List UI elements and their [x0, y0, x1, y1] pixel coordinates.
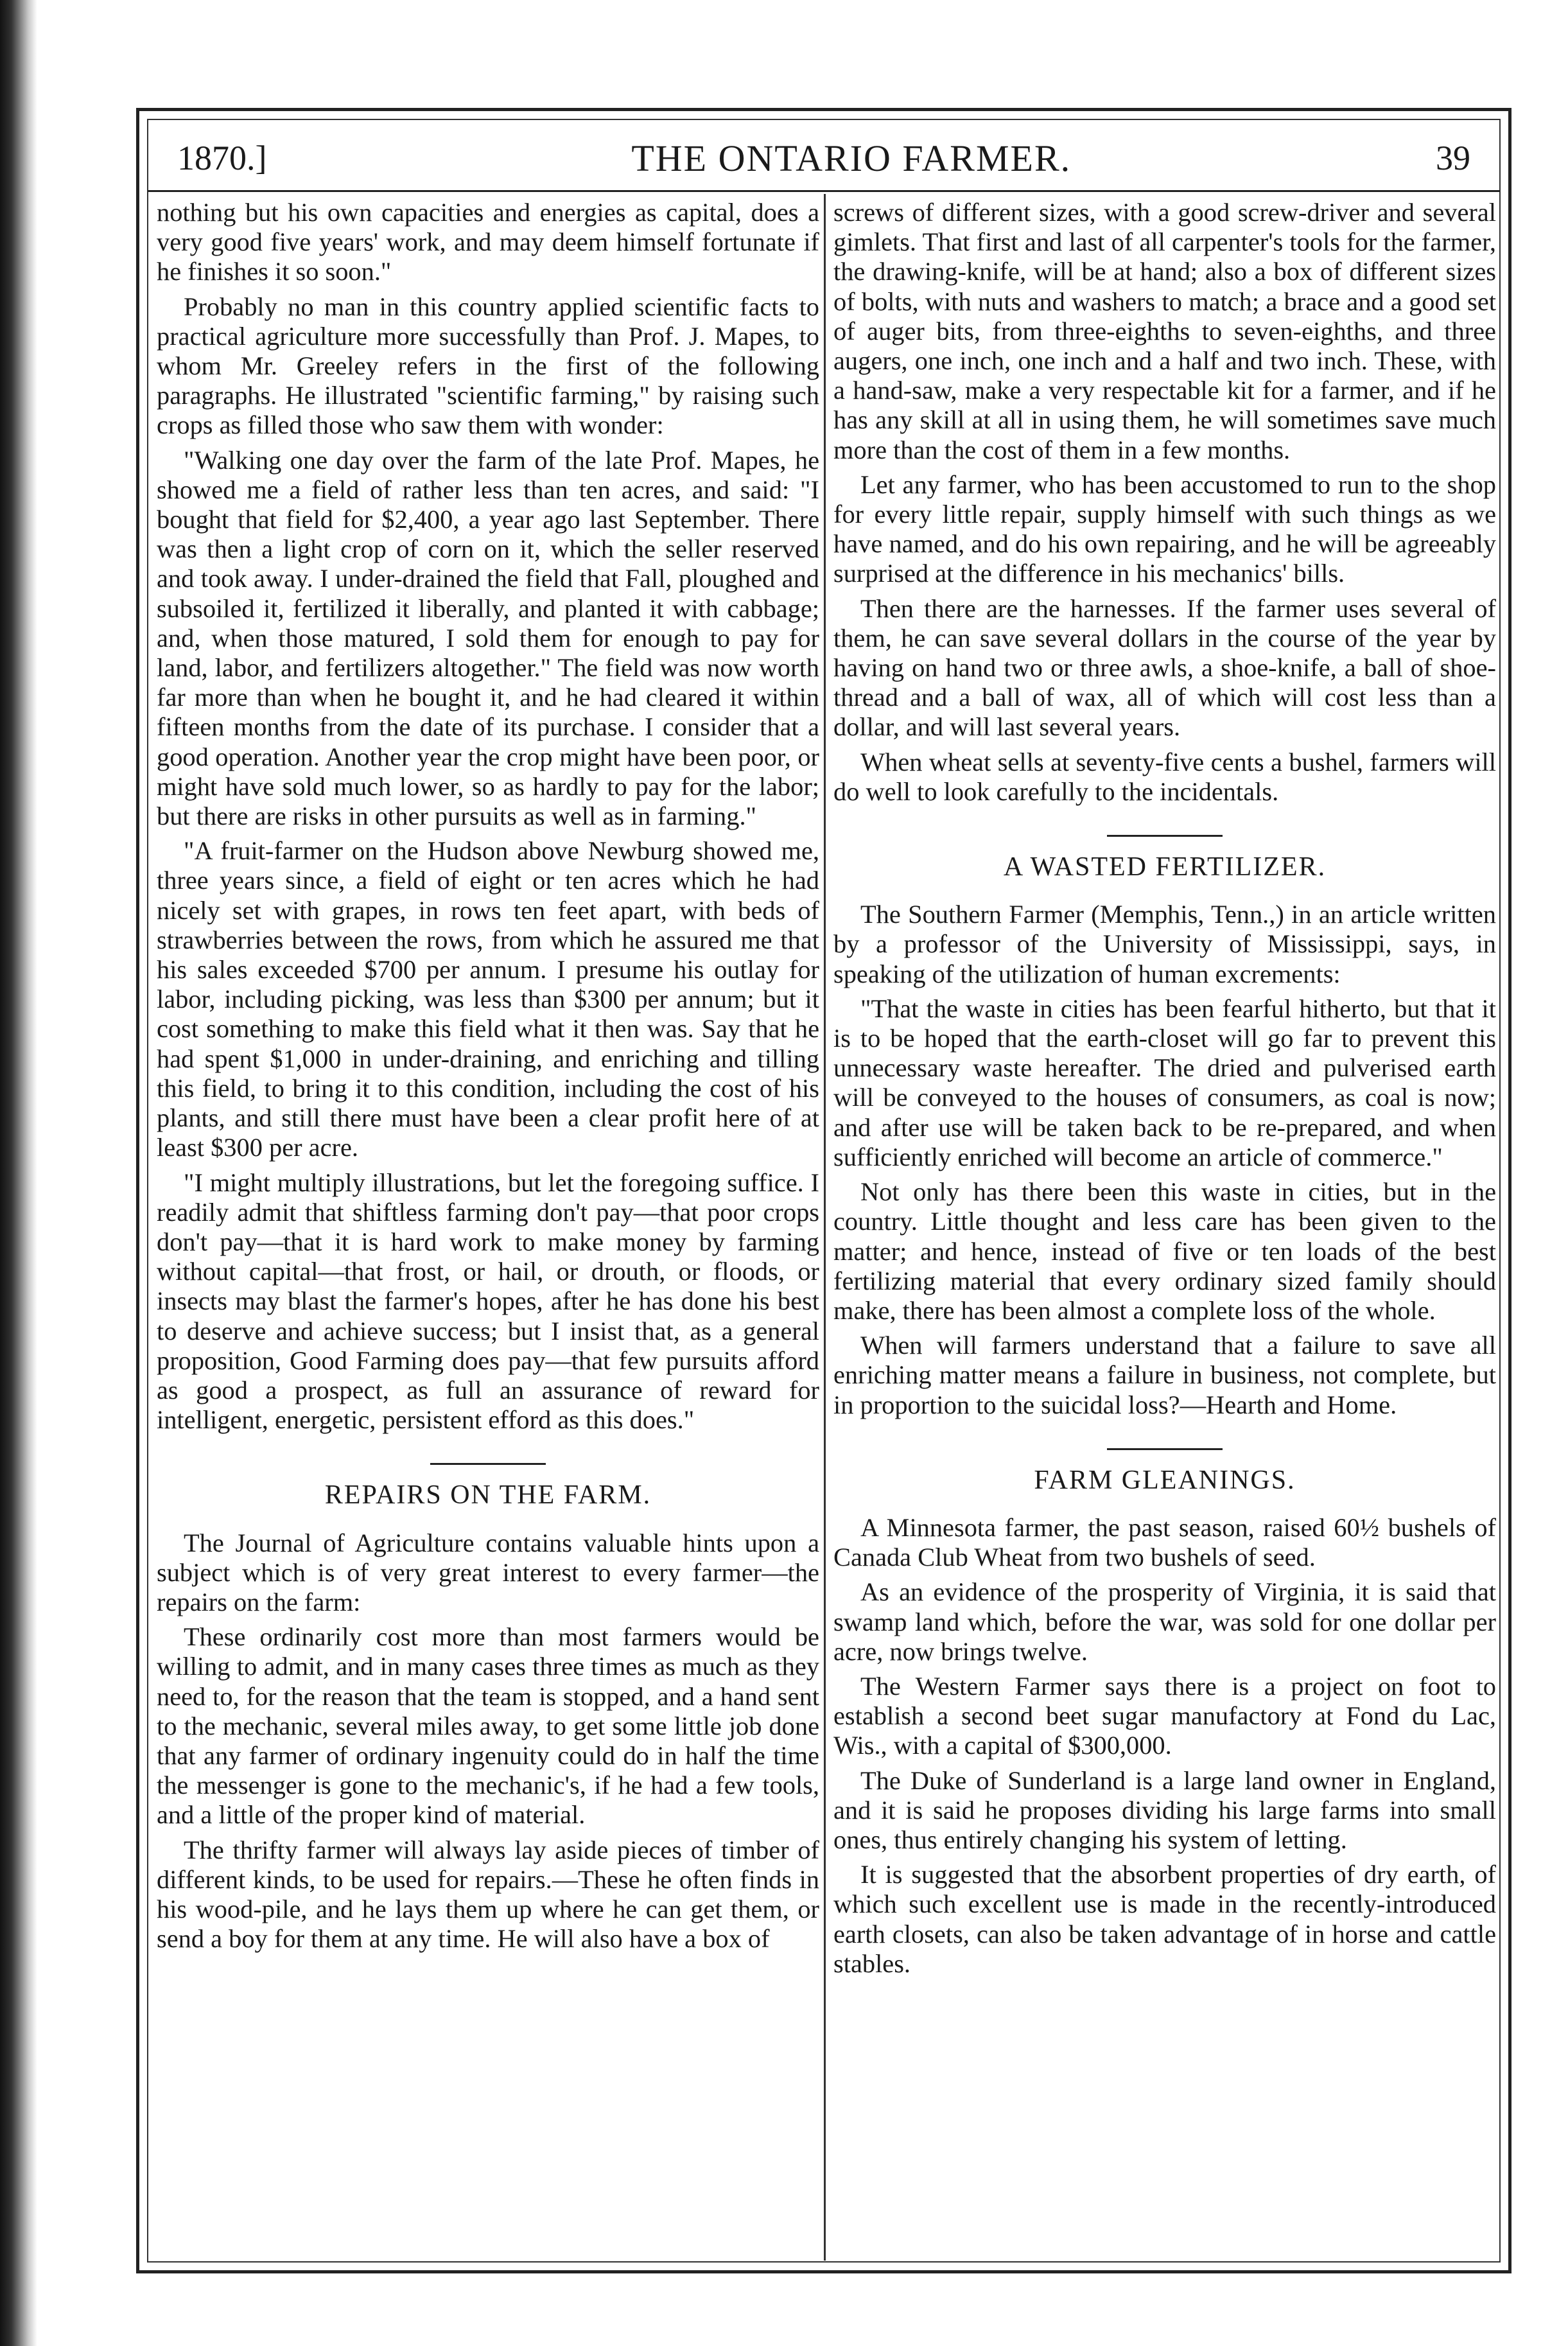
paragraph: The Western Farmer says there is a project on foot to establish a second beet sugar manufactory at Fond du Lac, Wis., with a capital of $300,000.	[833, 1671, 1496, 1760]
page-binding-edge	[0, 0, 37, 2346]
header-rule	[148, 190, 1500, 192]
section-heading-farm-gleanings: FARM GLEANINGS.	[1034, 1465, 1296, 1495]
paragraph: "A fruit-farmer on the Hudson above Newburg showed me, three years since, a field of eight or ten acres which he had nicely set with grapes, in rows ten feet apart, with beds of strawberries between the rows, from which he assured me that his sales exceeded $700 per annum. I presume his outlay for labor, including picking, was less than $300 per annum; but it cost something to make this field what it then was. Say that he had spent $1,000 in under-draining, and enriching and tilling this field, to bring it to this condition, including the cost of his plants, and still there must have been a clear profit here of at least $300 per acre.	[157, 836, 819, 1162]
paragraph: A Minnesota farmer, the past season, raised 60½ bushels of Canada Club Wheat from two bushels of seed.	[833, 1512, 1496, 1572]
paragraph: The Duke of Sunderland is a large land owner in England, and it is said he proposes dividing his large farms into small ones, thus entirely changing his system of letting.	[833, 1765, 1496, 1854]
page-number: 39	[1435, 139, 1470, 177]
column-divider	[824, 194, 826, 2261]
paragraph: Then there are the harnesses. If the farmer uses several of them, he can save several dollars in the course of the year by having on hand two or three awls, a shoe-knife, a ball of shoe-thread and a ball of wax, all of which will cost less than a dollar, and will last several years.	[833, 593, 1496, 742]
paragraph: It is suggested that the absorbent properties of dry earth, of which such excellent use is made in the recently-introduced earth closets, can also be taken advantage of in horse and cattle stables.	[833, 1860, 1496, 1978]
publication-title: THE ONTARIO FARMER.	[631, 137, 1072, 179]
section-rule	[430, 1463, 546, 1465]
section-rule	[1107, 835, 1223, 837]
paragraph: When wheat sells at seventy-five cents a bushel, farmers will do well to look carefully to the incidentals.	[833, 747, 1496, 806]
paragraph: When will farmers understand that a failure to save all enriching matter means a failure in business, not complete, but in proportion to the suicidal loss?—Hearth and Home.	[833, 1331, 1496, 1419]
running-header	[148, 126, 1500, 190]
header-year: 1870.]	[177, 139, 267, 177]
paragraph: "That the waste in cities has been fearful hitherto, but that it is to be hoped that the earth-closet will go far to prevent this unnecessary waste hereafter. The dried and pulverised earth will be conveyed to the houses of consumers, as coal is now; and after use will be taken back to be re-prepared, and when sufficiently enriched will become an article of commerce."	[833, 994, 1496, 1171]
section-rule	[1107, 1448, 1223, 1450]
paragraph: The Southern Farmer (Memphis, Tenn.,) in an article written by a professor of the University of Mississippi, says, in speaking of the utilization of human excrements:	[833, 900, 1496, 988]
paragraph: "I might multiply illustrations, but let the foregoing suffice. I readily admit that shiftless farming don't pay—that poor crops don't pay—that it is hard work to make money by farming without capital—that frost, or hail, or drouth, or floods, or insects may blast the farmer's hopes, after he has done his best to deserve and achieve success; but I insist that, as a general proposition, Good Farming does pay—that few pursuits afford as good a prospect, as full an assurance of reward for intelligent, energetic, persistent efford as this does."	[157, 1168, 819, 1435]
section-heading-wasted-fertilizer: A WASTED FERTILIZER.	[1003, 852, 1327, 882]
paragraph: Let any farmer, who has been accustomed to run to the shop for every little repair, supply himself with such things as we have named, and do his own repairing, and he will be agreeably surprised at the difference in his mechanics' bills.	[833, 469, 1496, 588]
paragraph: screws of different sizes, with a good screw-driver and several gimlets. That first and last of all carpenter's tools for the farmer, the drawing-knife, will be at hand; also a box of different sizes of bolts, with nuts and washers to match; a brace and a good set of auger bits, from three-eighths to seven-eighths, and three augers, one inch, one inch and a half and two inch. These, with a hand-saw, make a very respectable kit for a farmer, and if he has any skill at all in using them, he will sometimes save much more than the cost of them in a few months.	[833, 198, 1496, 464]
right-column	[833, 198, 1496, 2253]
paragraph: "Walking one day over the farm of the late Prof. Mapes, he showed me a field of rather less than ten acres, and said: "I bought that field for $2,400, a year ago last September. There was then a light crop of corn on it, which the seller reserved and took away. I under-drained the field that Fall, ploughed and subsoiled it, fertilized it liberally, and planted it with cabbage; and, when those matured, I sold them for enough to pay for land, labor, and fertilizers altogether." The field was now worth far more than when he bought it, and he had cleared it within fifteen months from the date of its purchase. I consider that a good operation. Another year the crop might have been poor, or might have sold much lower, so as hardly to pay for the labor; but there are risks in other pursuits as well as in farming."	[157, 445, 819, 831]
paragraph: Probably no man in this country applied scientific facts to practical agriculture more successfully than Prof. J. Mapes, to whom Mr. Greeley refers in the first of the following paragraphs. He illustrated "scientific farming," by raising such crops as filled those who saw them with wonder:	[157, 292, 819, 440]
paragraph: As an evidence of the prosperity of Virginia, it is said that swamp land which, before the war, was sold for one dollar per acre, now brings twelve.	[833, 1577, 1496, 1666]
paragraph: These ordinarily cost more than most farmers would be willing to admit, and in many cases three times as much as they need to, for the reason that the team is stopped, and a hand sent to the mechanic, several miles away, to get some little job done that any farmer of ordinary ingenuity could do in half the time the messenger is gone to the mechanic's, if he had a few tools, and a little of the proper kind of material.	[157, 1622, 819, 1830]
paragraph: The Journal of Agriculture contains valuable hints upon a subject which is of very great interest to every farmer—the repairs on the farm:	[157, 1528, 819, 1616]
paragraph: nothing but his own capacities and energies as capital, does a very good five years' work, and may deem himself fortunate if he finishes it so soon."	[157, 198, 819, 286]
paragraph: The thrifty farmer will always lay aside pieces of timber of different kinds, to be used for repairs.—These he often finds in his wood-pile, and he lays them up where he can get them, or send a boy for them at any time. He will also have a box of	[157, 1835, 819, 1954]
paragraph: Not only has there been this waste in cities, but in the country. Little thought and less care has been given to the matter; and hence, instead of five or ten loads of the best fertilizing material that every ordinary sized family should make, there has been almost a complete loss of the whole.	[833, 1177, 1496, 1325]
left-column	[157, 198, 819, 2253]
section-heading-repairs: REPAIRS ON THE FARM.	[324, 1480, 652, 1510]
